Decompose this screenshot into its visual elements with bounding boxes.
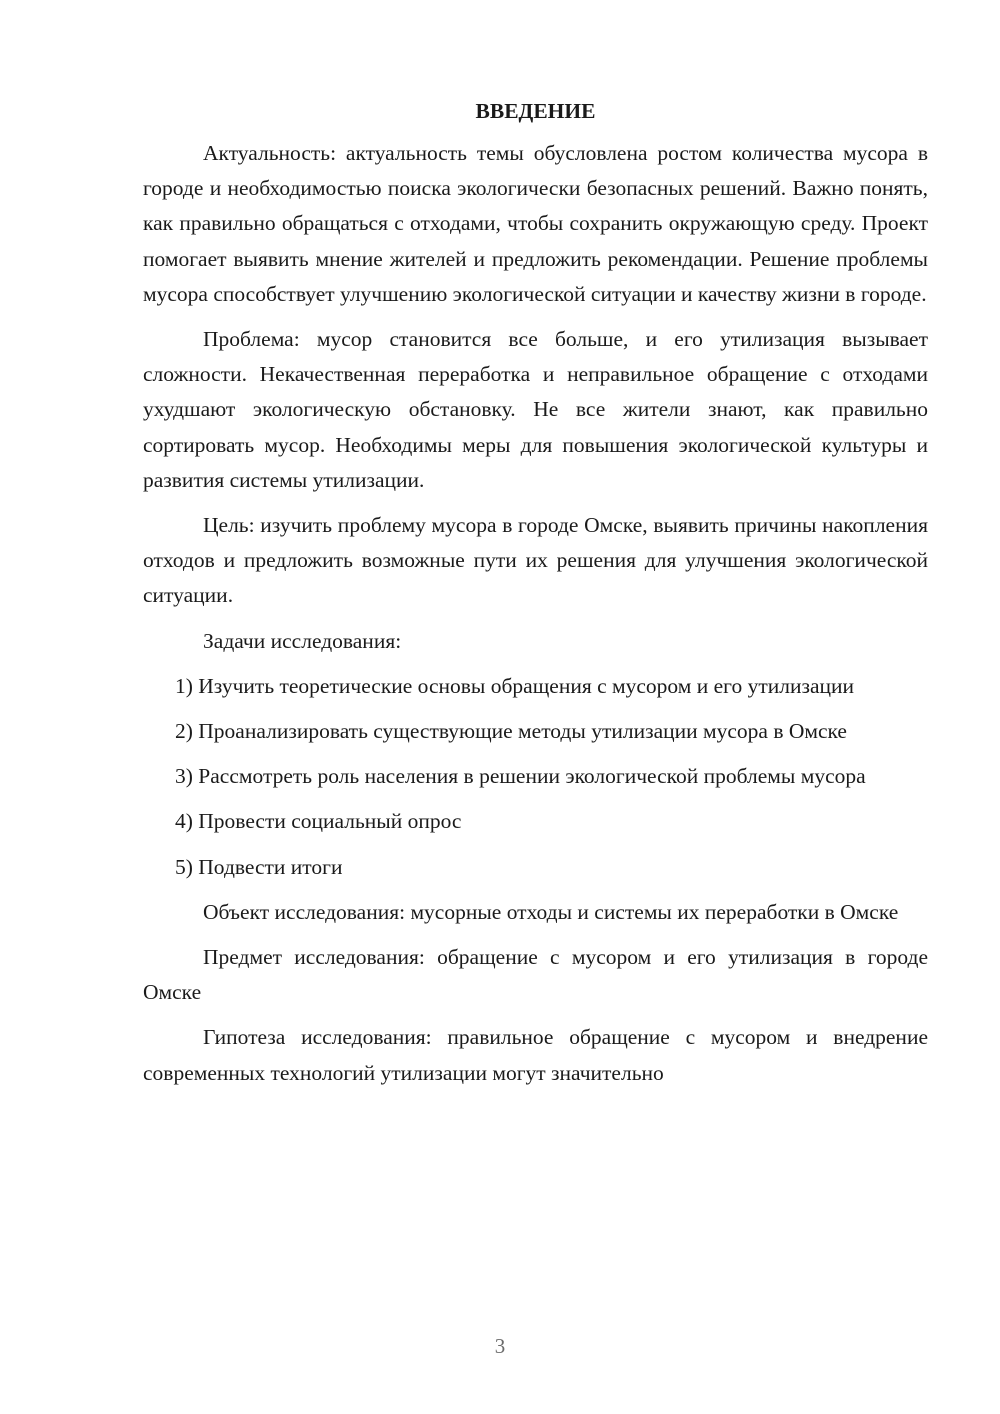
task-item-1: 1) Изучить теоретические основы обращения с мусором и его утилизации bbox=[175, 673, 855, 698]
task-item-3: 3) Рассмотреть роль населения в решении экологической проблемы мусора bbox=[175, 764, 866, 789]
task-item-2: 2) Проанализировать существующие методы утилизации мусора в Омске bbox=[175, 719, 847, 744]
document-page bbox=[143, 96, 928, 1101]
subject-paragraph: Предмет исследования: обращение с мусором и его утилизация в городе Омске bbox=[143, 945, 928, 1005]
task-item-5: 5) Подвести итоги bbox=[175, 854, 343, 879]
tasks-label: Задачи исследования: bbox=[203, 628, 402, 653]
goal-paragraph: Цель: изучить проблему мусора в городе Омске, выявить причины накопления отходов и предложить возможные пути их решения для улучшения экологической ситуации. bbox=[143, 513, 928, 608]
hypothesis-paragraph: Гипотеза исследования: правильное обращение с мусором и внедрение современных технологий утилизации могут значительно bbox=[143, 1025, 928, 1085]
relevance-paragraph: Актуальность: актуальность темы обусловлена ростом количества мусора в городе и необходимостью поиска экологически безопасных решений. Важно понять, как правильно обращаться с отходами, чтобы сохранить окружающую среду. Проект помогает выявить мнение жителей и предложить рекомендации. Решение проблемы мусора способствует улучшению экологической ситуации и качеству жизни в городе. bbox=[143, 141, 928, 306]
problem-paragraph: Проблема: мусор становится все больше, и его утилизация вызывает сложности. Некачественная переработка и неправильное обращение с отходами ухудшают экологическую обстановку. Не все жители знают, как правильно сортировать мусор. Необходимы меры для повышения экологической культуры и развития системы утилизации. bbox=[143, 327, 928, 492]
object-paragraph: Объект исследования: мусорные отходы и системы их переработки в Омске bbox=[203, 899, 899, 924]
page-number: 3 bbox=[494, 1334, 506, 1358]
task-item-4: 4) Провести социальный опрос bbox=[175, 809, 462, 834]
section-heading: ВВЕДЕНИЕ bbox=[475, 99, 596, 123]
